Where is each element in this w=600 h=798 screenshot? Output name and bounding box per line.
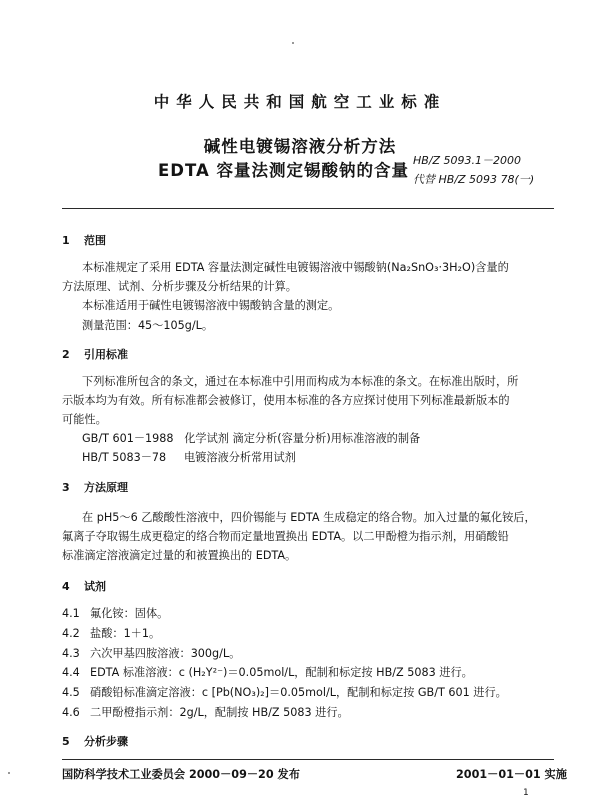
item-text: 二甲酚橙指示剂：2g/L，配制按 HB/Z 5083 进行。 xyxy=(90,706,349,719)
reference-name: 电镀溶液分析常用试剂 xyxy=(183,451,296,464)
section-number: 2 xyxy=(62,348,70,361)
section-title: 分析步骤 xyxy=(84,735,128,748)
reference-item xyxy=(82,449,296,465)
item-number: 4.4 xyxy=(62,666,80,679)
page-number: 1 xyxy=(523,788,529,798)
item-text: 硝酸铅标准滴定溶液：c [Pb(NO₃)₂]＝0.05mol/L，配制和标定按 GB/T 601 进行。 xyxy=(90,686,507,699)
section-title: 范围 xyxy=(84,234,106,247)
standard-code: HB/Z 5093.1－2000 xyxy=(413,154,522,167)
section-title: 方法原理 xyxy=(84,481,128,494)
item-text: EDTA 标准溶液：c (H₂Y²⁻)＝0.05mol/L，配制和标定按 HB/Z 5083 进行。 xyxy=(90,666,473,679)
paragraph-line: 方法原理、试剂、分析步骤及分析结果的计算。 xyxy=(62,280,297,293)
section-number: 3 xyxy=(62,481,70,494)
paragraph-line: 在 pH5～6 乙酸酸性溶液中，四价锡能与 EDTA 生成稳定的络合物。加入过量的氟化铵后， xyxy=(82,511,536,524)
standard-category-title: 中华人民共和国航空工业标准 xyxy=(153,93,447,111)
item-number: 4.5 xyxy=(62,686,80,699)
section-title: 试剂 xyxy=(84,580,106,593)
item-text: 氟化铵：固体。 xyxy=(90,607,169,620)
reference-name: 化学试剂 滴定分析(容量分析)用标准溶液的制备 xyxy=(184,432,421,445)
reagent-item xyxy=(62,704,349,720)
document-title-line1: 碱性电镀锡溶液分析方法 xyxy=(203,137,397,156)
section-title: 引用标准 xyxy=(84,348,128,361)
reference-code: GB/T 601－1988 xyxy=(82,432,174,445)
issue-statement: 国防科学技术工业委员会 2000－09－20 发布 xyxy=(62,768,300,781)
footer-divider xyxy=(62,759,554,760)
section-2-heading xyxy=(62,346,128,362)
replaces-standard: 代替 HB/Z 5093 78(一) xyxy=(413,173,535,186)
header-divider xyxy=(62,208,554,209)
reagent-item xyxy=(62,684,507,700)
section-5-heading xyxy=(62,733,128,749)
paragraph-line: 测量范围：45～105g/L。 xyxy=(82,319,214,332)
item-number: 4.6 xyxy=(62,706,80,719)
document-title-line2: EDTA 容量法测定锡酸钠的含量 xyxy=(158,161,409,180)
reagent-item xyxy=(62,645,240,661)
item-number: 4.2 xyxy=(62,627,80,640)
reference-code: HB/T 5083－78 xyxy=(82,451,167,464)
scan-speck xyxy=(292,42,294,44)
paragraph-line: 本标准适用于碱性电镀锡溶液中锡酸钠含量的测定。 xyxy=(82,299,340,312)
item-text: 六次甲基四胺溶液：300g/L。 xyxy=(90,647,241,660)
reagent-item xyxy=(62,625,160,641)
section-number: 1 xyxy=(62,234,70,247)
reference-item xyxy=(82,430,420,446)
item-number: 4.3 xyxy=(62,647,80,660)
section-number: 5 xyxy=(62,735,70,748)
paragraph-line: 标准滴定溶液滴定过量的和被置换出的 EDTA。 xyxy=(62,549,297,562)
section-3-heading xyxy=(62,479,128,495)
reagent-item xyxy=(62,664,473,680)
section-number: 4 xyxy=(62,580,70,593)
section-1-heading xyxy=(62,232,106,248)
section-4-heading xyxy=(62,578,106,594)
paragraph-line: 示版本均为有效。所有标准都会被修订，使用本标准的各方应探讨使用下列标准最新版本的 xyxy=(62,394,510,407)
reagent-item xyxy=(62,605,168,621)
paragraph-line: 可能性。 xyxy=(62,413,107,426)
paragraph-line: 本标准规定了采用 EDTA 容量法测定碱性电镀锡溶液中锡酸钠(Na₂SnO₃·3H₂O)含量的 xyxy=(82,261,509,274)
item-number: 4.1 xyxy=(62,607,80,620)
paragraph-line: 下列标准所包含的条文，通过在本标准中引用而构成为本标准的条文。在标准出版时，所 xyxy=(82,375,519,388)
effective-date: 2001－01－01 实施 xyxy=(456,768,567,781)
paragraph-line: 氟离子夺取锡生成更稳定的络合物而定量地置换出 EDTA。以二甲酚橙为指示剂，用硝酸铅 xyxy=(62,530,509,543)
item-text: 盐酸：1＋1。 xyxy=(90,627,161,640)
scan-speck xyxy=(8,772,10,774)
